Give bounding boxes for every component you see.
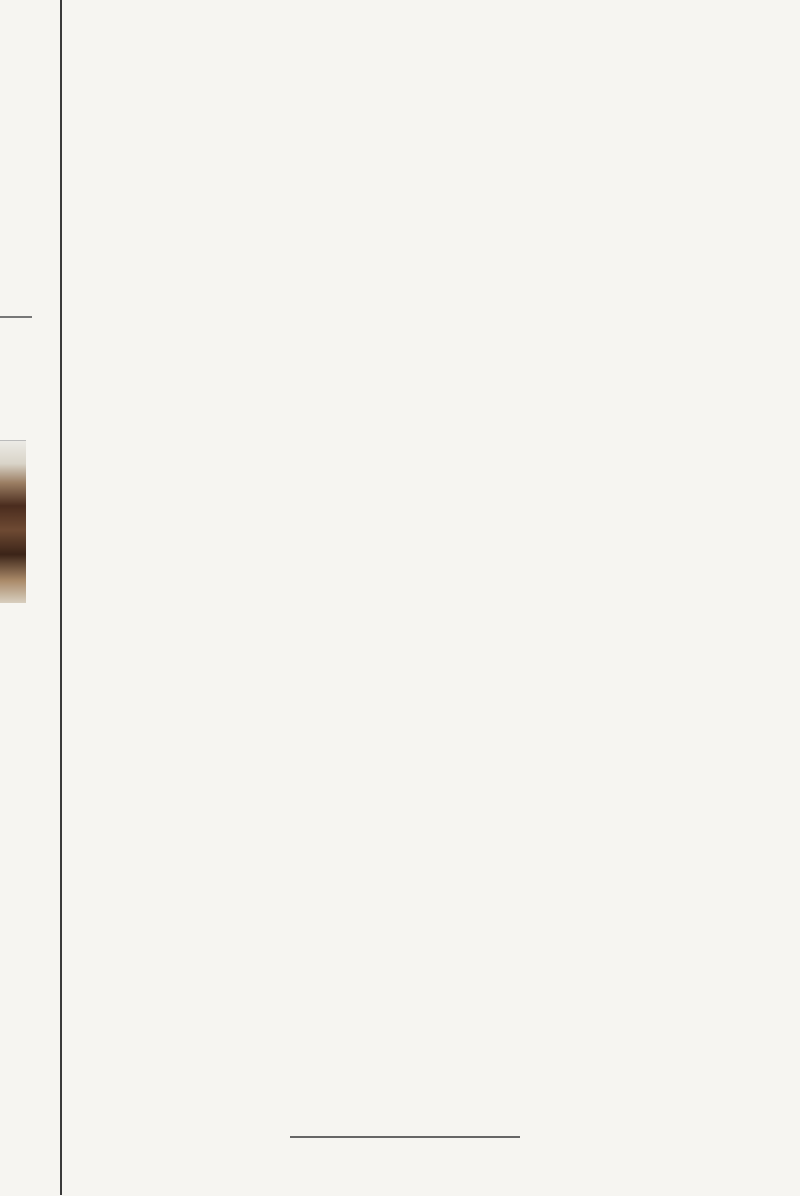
left-column-fragment [0, 0, 34, 1195]
subheadline-underline [290, 1136, 520, 1138]
left-column-divider [0, 316, 32, 318]
column-divider [60, 0, 62, 1195]
main-column [95, 0, 715, 1195]
left-column-photo [0, 440, 26, 603]
